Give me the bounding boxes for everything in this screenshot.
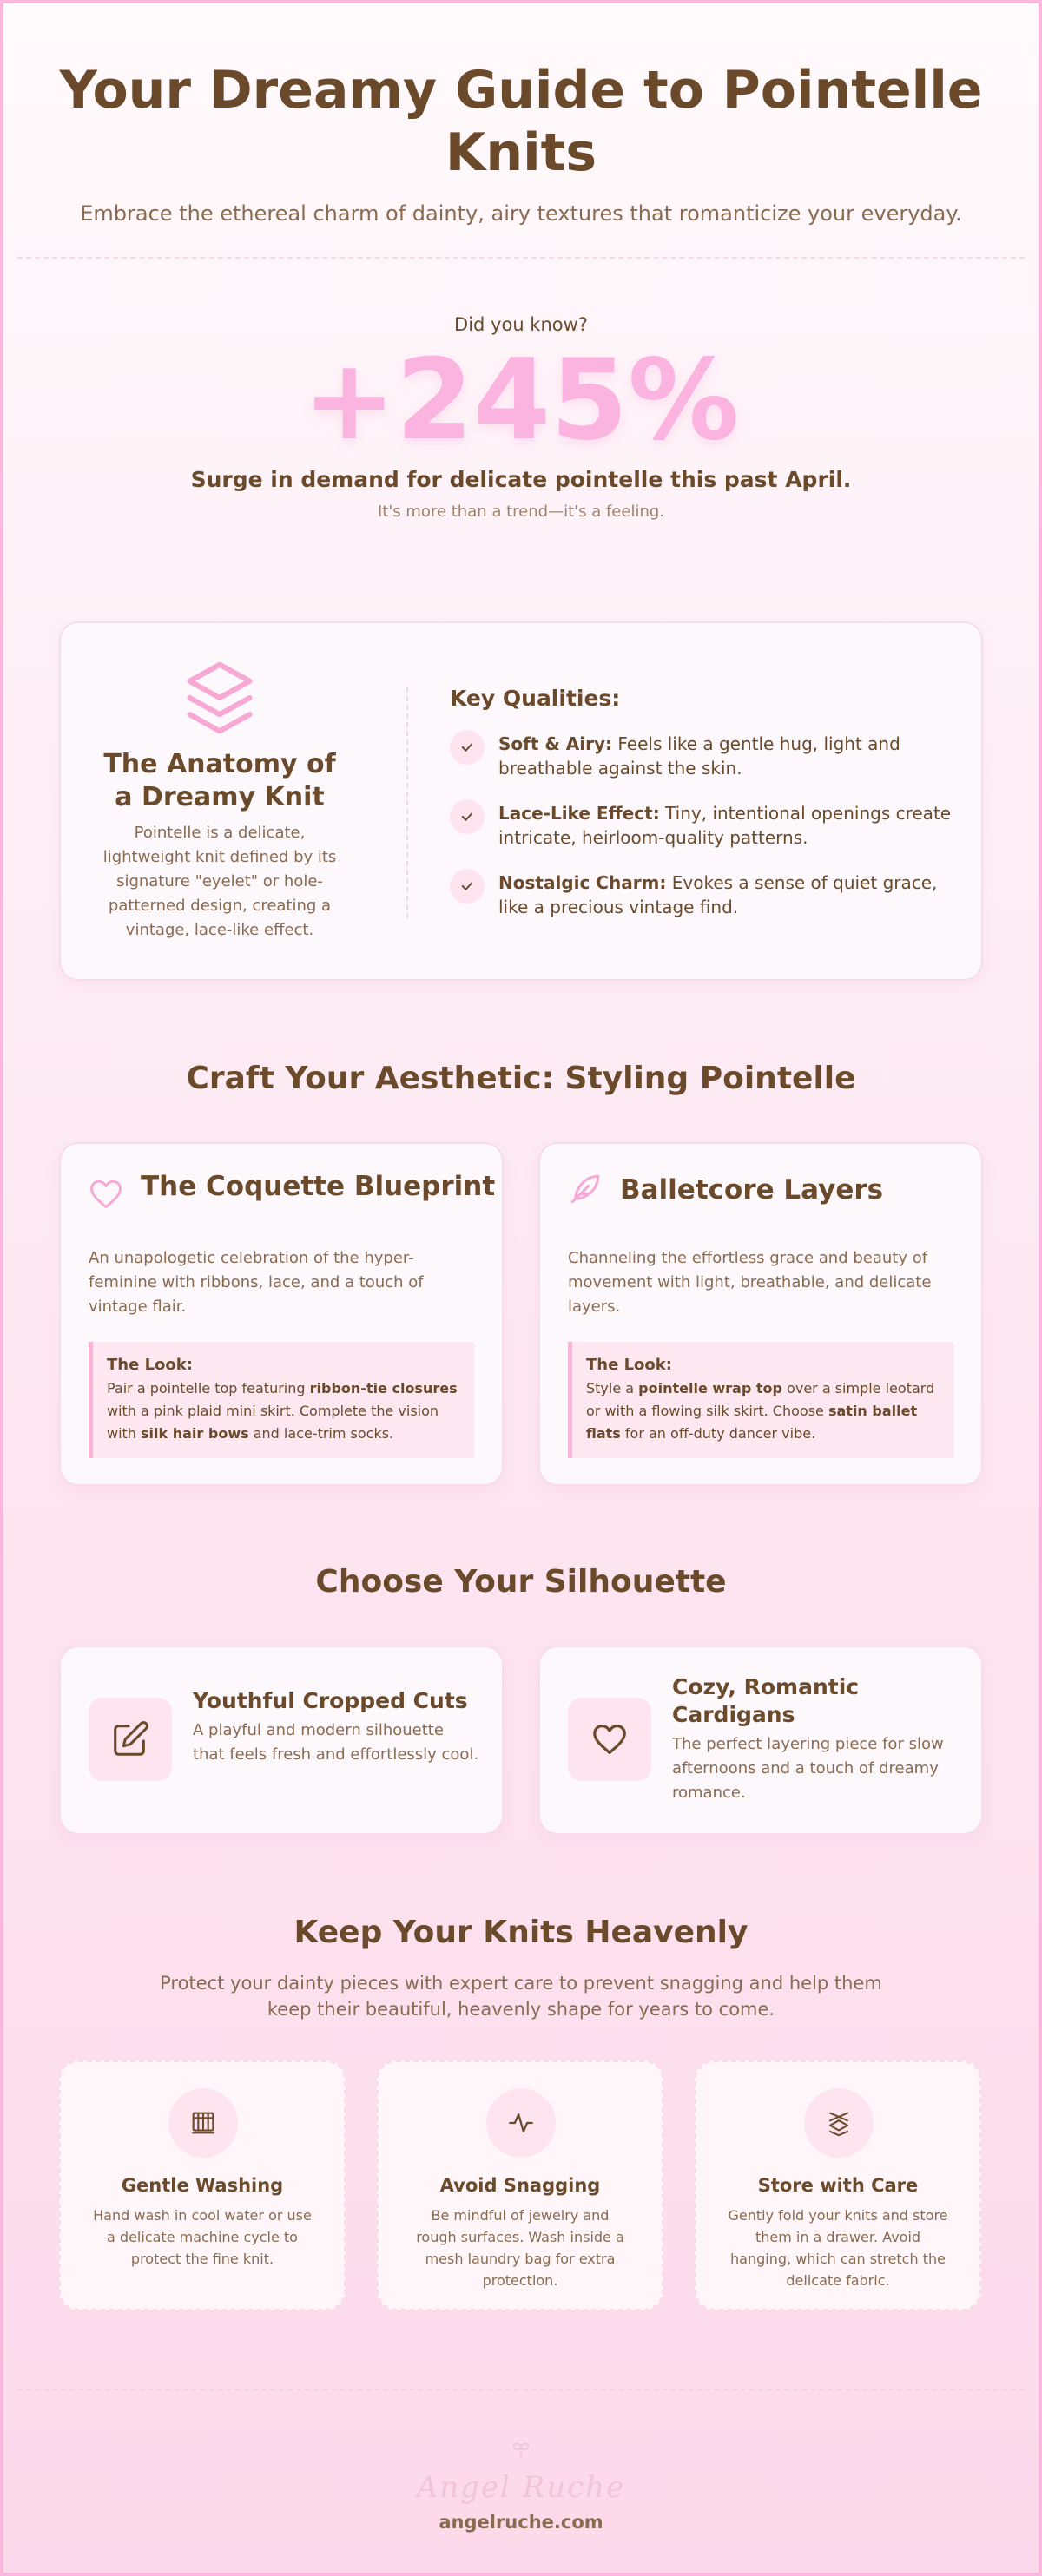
logo-wordmark: Angel Ruche [416, 2470, 626, 2505]
anatomy-card [59, 621, 983, 981]
quality-item [450, 801, 953, 850]
look-label: The Look: [586, 1356, 672, 1374]
look-label: The Look: [107, 1356, 193, 1374]
check-icon [450, 730, 485, 765]
care-text: Gently fold your knits and store them in a drawer. Avoid hanging, which can stretch the delicate fabric. [728, 2207, 948, 2289]
care-card-store [695, 2060, 981, 2310]
stat-question: Did you know? [454, 314, 588, 335]
silhouette-section-title: Choose Your Silhouette [315, 1564, 727, 1600]
balletcore-card [538, 1142, 983, 1486]
quality-name: Lace-Like Effect: [498, 803, 660, 824]
care-title: Store with Care [757, 2175, 919, 2196]
balletcore-description: Channeling the effortless grace and beauty of movement with light, breathable, and delicate layers. [568, 1249, 932, 1316]
styling-section-title: Craft Your Aesthetic: Styling Pointelle [186, 1061, 856, 1096]
page-footer [17, 2389, 1025, 2553]
look-text: Style a pointelle wrap top over a simple leotard or with a flowing silk skirt. Choose satin ballet flats for an off-duty dancer vibe. [586, 1380, 935, 1442]
anatomy-divider [406, 687, 408, 918]
coquette-description: An unapologetic celebration of the hyper-feminine with ribbons, lace, and a touch of vintage flair. [89, 1249, 424, 1316]
care-text: Be mindful of jewelry and rough surfaces. Wash inside a mesh laundry bag for extra protection. [416, 2207, 624, 2289]
coquette-card [59, 1142, 504, 1486]
quality-name: Soft & Airy: [498, 733, 613, 754]
stat-value: +245% [302, 336, 740, 465]
stat-lead: Surge in demand for delicate pointelle this past April. [190, 467, 852, 492]
cropped-cuts-description: A playful and modern silhouette that feels fresh and effortlessly cool. [193, 1721, 479, 1764]
care-title: Avoid Snagging [439, 2175, 601, 2196]
look-text: Pair a pointelle top featuring ribbon-tie closures with a pink plaid mini skirt. Complete the vision with silk hair bows and lace-trim socks. [107, 1380, 458, 1442]
heart-outline-icon [87, 1175, 125, 1213]
heart-icon [568, 1698, 651, 1781]
activity-icon [486, 2088, 556, 2158]
coquette-title: The Coquette Blueprint [141, 1171, 496, 1202]
cropped-cuts-card [59, 1646, 504, 1835]
quality-text: Evokes a sense of quiet grace, like a precious vintage find. [498, 872, 938, 917]
cardigans-card [538, 1646, 983, 1835]
quality-text: Tiny, intentional openings create intricate, heirloom-quality patterns. [498, 803, 952, 848]
page-header [17, 0, 1025, 259]
washing-icon [168, 2088, 238, 2158]
page-subtitle: Embrace the ethereal charm of dainty, airy textures that romanticize your everyday. [80, 201, 962, 226]
quality-item [450, 871, 953, 919]
care-text: Hand wash in cool water or use a delicate machine cycle to protect the fine knit. [93, 2207, 312, 2267]
edit-icon [89, 1698, 172, 1781]
care-intro: Protect your dainty pieces with expert care to prevent snagging and help them keep their beautiful, heavenly shape for years to come. [160, 1973, 882, 2020]
footer-url[interactable]: angelruche.com [439, 2512, 603, 2533]
balletcore-title: Balletcore Layers [620, 1174, 884, 1206]
page-title: Your Dreamy Guide to Pointelle Knits [59, 60, 983, 183]
stat-section [0, 314, 1042, 521]
anatomy-intro [96, 658, 344, 943]
feather-icon [566, 1170, 604, 1208]
check-icon [450, 799, 485, 834]
quality-item [450, 732, 953, 780]
coquette-look [89, 1342, 474, 1458]
key-qualities [450, 686, 953, 919]
quality-text: Feels like a gentle hug, light and breathable against the skin. [498, 733, 900, 779]
care-title: Gentle Washing [121, 2175, 284, 2196]
fold-icon [804, 2088, 874, 2158]
cardigans-description: The perfect layering piece for slow afternoons and a touch of dreamy romance. [672, 1735, 944, 1802]
anatomy-title: The Anatomy of a Dreamy Knit [103, 749, 336, 812]
layers-icon [180, 658, 260, 738]
care-section-title: Keep Your Knits Heavenly [293, 1915, 749, 1950]
anatomy-description: Pointelle is a delicate, lightweight knit defined by its signature "eyelet" or hole-patterned design, creating a vintage, lace-like effect. [102, 824, 337, 939]
balletcore-look [568, 1342, 953, 1458]
cropped-cuts-title: Youthful Cropped Cuts [193, 1688, 468, 1713]
key-qualities-title: Key Qualities: [450, 686, 621, 711]
care-card-snagging [377, 2060, 663, 2310]
cardigans-title: Cozy, Romantic Cardigans [672, 1674, 860, 1727]
check-icon [450, 869, 485, 904]
quality-name: Nostalgic Charm: [498, 872, 667, 893]
stat-sub: It's more than a trend—it's a feeling. [377, 503, 664, 521]
care-card-washing [59, 2060, 346, 2310]
